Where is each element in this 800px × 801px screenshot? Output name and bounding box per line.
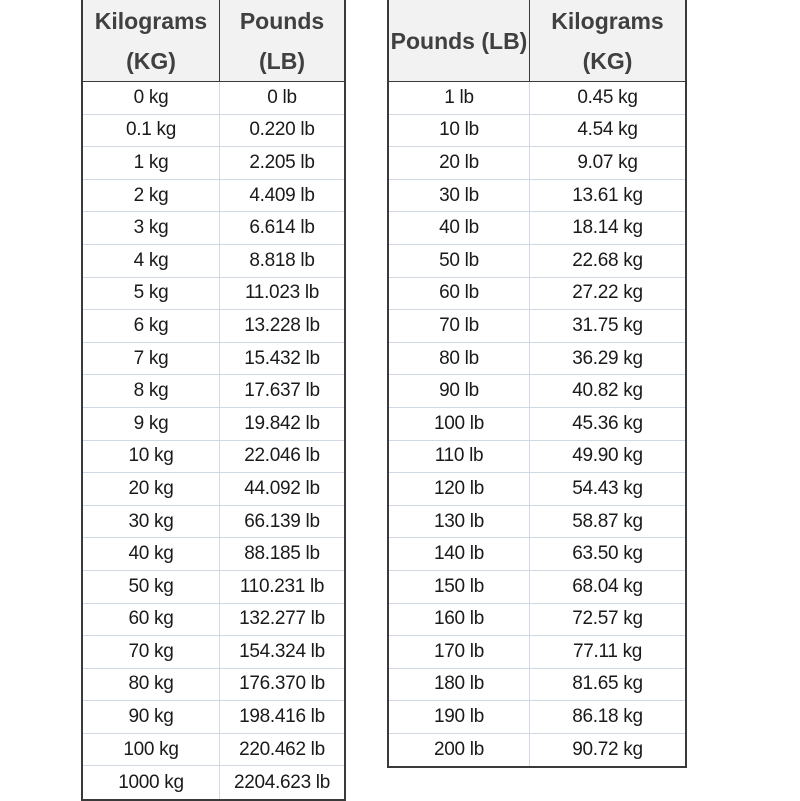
converted-value-cell: 81.65 kg: [572, 673, 643, 695]
source-value-cell: 90 lb: [389, 375, 530, 407]
converted-value-cell: 36.29 kg: [572, 347, 643, 369]
converted-value-cell: 86.18 kg: [572, 706, 643, 728]
source-value-cell: 120 lb: [389, 473, 530, 505]
source-value-cell: 1000 kg: [83, 766, 220, 799]
table-row: [389, 538, 685, 571]
converted-value-cell: 58.87 kg: [572, 510, 643, 532]
source-value-cell: 140 lb: [389, 538, 530, 570]
source-value-cell: 9 kg: [83, 408, 220, 440]
source-value-cell: 30 lb: [389, 180, 530, 212]
converted-value-cell: 6.614 lb: [249, 217, 315, 239]
converted-value-cell: 27.22 kg: [572, 282, 643, 304]
converted-value-cell: 4.409 lb: [249, 184, 315, 206]
table-row: [389, 82, 685, 115]
table-row: [83, 408, 344, 441]
table-row: [83, 701, 344, 734]
source-value-cell: 20 lb: [389, 147, 530, 179]
source-value-cell: 80 lb: [389, 343, 530, 375]
converted-value-cell: 11.023 lb: [244, 282, 320, 304]
source-value-cell: 70 lb: [389, 310, 530, 342]
source-value-cell: 3 kg: [83, 212, 220, 244]
table-row: [83, 147, 344, 180]
source-value-cell: 180 lb: [389, 669, 530, 701]
source-value-cell: 130 lb: [389, 506, 530, 538]
source-value-cell: 6 kg: [83, 310, 220, 342]
converted-value-cell: 13.61 kg: [572, 184, 643, 206]
source-value-cell: 100 kg: [83, 734, 220, 766]
converted-value-cell: 8.818 lb: [249, 249, 315, 271]
converted-value-cell: 90.72 kg: [572, 739, 643, 761]
source-value-cell: 1 lb: [389, 82, 530, 114]
table-row: [83, 180, 344, 213]
table-row: [83, 375, 344, 408]
table-header: [389, 0, 685, 82]
table-row: [83, 636, 344, 669]
table-row: [389, 408, 685, 441]
converted-value-cell: 54.43 kg: [572, 477, 643, 499]
table-row: [83, 538, 344, 571]
source-value-cell: 100 lb: [389, 408, 530, 440]
source-value-cell: 160 lb: [389, 604, 530, 636]
table-row: [389, 473, 685, 506]
source-value-cell: 60 kg: [83, 604, 220, 636]
source-value-cell: 5 kg: [83, 278, 220, 310]
converted-value-cell: 13.228 lb: [244, 314, 320, 336]
table-row: [389, 506, 685, 539]
table-row: [83, 245, 344, 278]
source-value-cell: 1 kg: [83, 147, 220, 179]
table-row: [389, 375, 685, 408]
source-value-cell: 50 lb: [389, 245, 530, 277]
converted-value-cell: 9.07 kg: [577, 151, 638, 173]
converted-value-cell: 154.324 lb: [239, 640, 325, 662]
table-row: [389, 571, 685, 604]
header-pounds: Pounds (LB): [239, 7, 325, 74]
table-row: [389, 636, 685, 669]
source-value-cell: 80 kg: [83, 669, 220, 701]
kg-to-lb-table: [81, 0, 346, 801]
converted-value-cell: 132.277 lb: [239, 608, 325, 630]
lb-to-kg-table: [387, 0, 687, 768]
table-row: [389, 245, 685, 278]
table-row: [389, 278, 685, 311]
converted-value-cell: 45.36 kg: [572, 412, 643, 434]
converted-value-cell: 44.092 lb: [244, 477, 320, 499]
source-value-cell: 150 lb: [389, 571, 530, 603]
converted-value-cell: 66.139 lb: [244, 510, 320, 532]
table-row: [389, 701, 685, 734]
converted-value-cell: 17.637 lb: [244, 380, 320, 402]
source-value-cell: 170 lb: [389, 636, 530, 668]
converted-value-cell: 220.462 lb: [239, 738, 325, 760]
table-row: [389, 604, 685, 637]
converted-value-cell: 63.50 kg: [572, 543, 643, 565]
table-row: [83, 115, 344, 148]
source-value-cell: 0.1 kg: [83, 115, 220, 147]
source-value-cell: 110 lb: [389, 441, 530, 473]
converted-value-cell: 198.416 lb: [239, 706, 325, 728]
converted-value-cell: 2204.623 lb: [233, 771, 330, 793]
source-value-cell: 0 kg: [83, 82, 220, 114]
converted-value-cell: 0.45 kg: [577, 86, 638, 108]
converted-value-cell: 40.82 kg: [572, 380, 643, 402]
header-kilograms: Kilograms (KG): [551, 7, 664, 74]
converted-value-cell: 19.842 lb: [244, 412, 320, 434]
converted-value-cell: 88.185 lb: [244, 543, 320, 565]
converted-value-cell: 15.432 lb: [244, 347, 320, 369]
table-body: [83, 82, 344, 799]
source-value-cell: 4 kg: [83, 245, 220, 277]
source-value-cell: 8 kg: [83, 375, 220, 407]
source-value-cell: 2 kg: [83, 180, 220, 212]
converted-value-cell: 77.11 kg: [572, 640, 643, 662]
table-row: [83, 441, 344, 474]
table-row: [389, 734, 685, 767]
table-header: [83, 0, 344, 82]
source-value-cell: 90 kg: [83, 701, 220, 733]
table-row: [389, 212, 685, 245]
converted-value-cell: 18.14 kg: [572, 217, 643, 239]
source-value-cell: 10 kg: [83, 441, 220, 473]
converted-value-cell: 0.220 lb: [249, 119, 315, 141]
table-row: [83, 82, 344, 115]
table-row: [83, 212, 344, 245]
source-value-cell: 70 kg: [83, 636, 220, 668]
table-row: [389, 343, 685, 376]
converted-value-cell: 22.046 lb: [244, 445, 320, 467]
converted-value-cell: 49.90 kg: [572, 445, 643, 467]
table-row: [389, 669, 685, 702]
source-value-cell: 40 kg: [83, 538, 220, 570]
table-row: [83, 473, 344, 506]
converted-value-cell: 4.54 kg: [577, 119, 638, 141]
converted-value-cell: 2.205 lb: [249, 151, 315, 173]
table-row: [389, 310, 685, 343]
source-value-cell: 10 lb: [389, 115, 530, 147]
table-row: [83, 766, 344, 799]
source-value-cell: 50 kg: [83, 571, 220, 603]
converted-value-cell: 0 lb: [267, 86, 297, 108]
source-value-cell: 30 kg: [83, 506, 220, 538]
table-row: [389, 180, 685, 213]
source-value-cell: 190 lb: [389, 701, 530, 733]
converted-value-cell: 72.57 kg: [572, 608, 643, 630]
table-row: [389, 147, 685, 180]
table-row: [83, 604, 344, 637]
table-row: [83, 278, 344, 311]
table-row: [83, 734, 344, 767]
source-value-cell: 60 lb: [389, 278, 530, 310]
table-row: [83, 669, 344, 702]
table-row: [83, 506, 344, 539]
converted-value-cell: 31.75 kg: [572, 314, 643, 336]
table-body: [389, 82, 685, 766]
source-value-cell: 200 lb: [389, 734, 530, 767]
table-row: [389, 441, 685, 474]
header-pounds: Pounds (LB): [389, 0, 530, 81]
converted-value-cell: 22.68 kg: [572, 249, 643, 271]
source-value-cell: 20 kg: [83, 473, 220, 505]
table-row: [83, 571, 344, 604]
source-value-cell: 40 lb: [389, 212, 530, 244]
converted-value-cell: 110.231 lb: [239, 575, 325, 597]
table-row: [83, 343, 344, 376]
header-kilograms: Kilograms (KG): [83, 0, 220, 81]
converted-value-cell: 68.04 kg: [572, 575, 643, 597]
source-value-cell: 7 kg: [83, 343, 220, 375]
table-row: [83, 310, 344, 343]
table-row: [389, 115, 685, 148]
converted-value-cell: 176.370 lb: [239, 673, 325, 695]
